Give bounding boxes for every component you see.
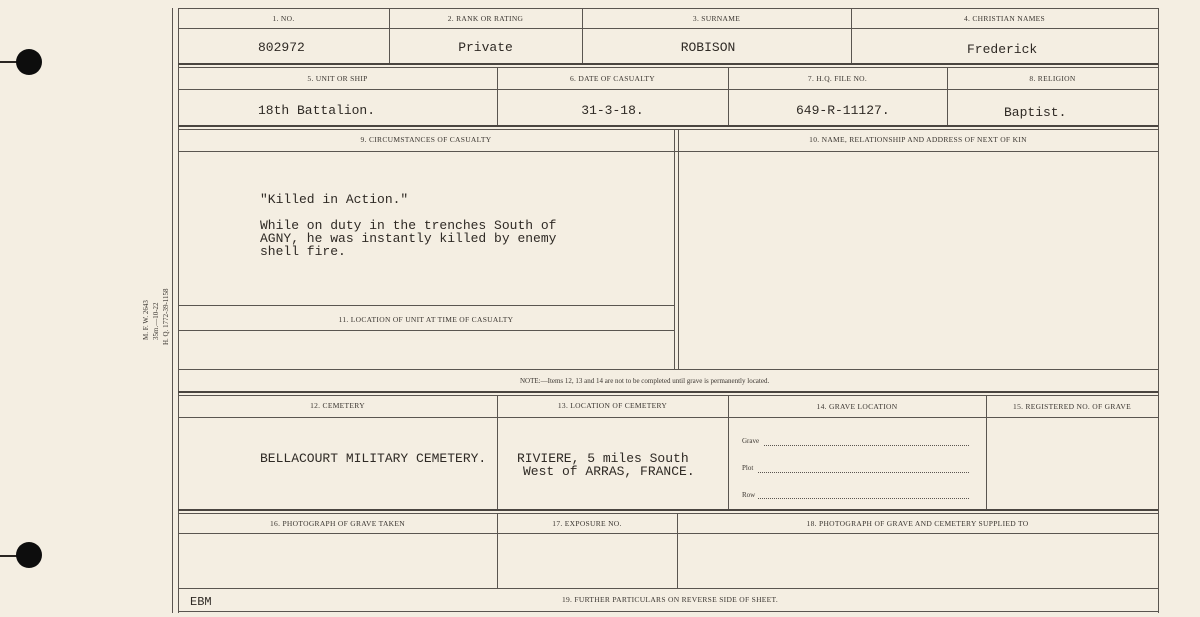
note-top — [178, 369, 1158, 370]
circumstances-line-3: AGNY, he was instantly killed by enemy — [260, 231, 557, 246]
row2-bottom — [178, 125, 1158, 127]
row4-div1 — [497, 395, 498, 509]
row3-top — [178, 129, 1158, 130]
plot-sub-label: Plot — [742, 464, 754, 472]
plot-line — [758, 472, 969, 473]
row1-bottom — [178, 63, 1158, 65]
row4-mid — [178, 417, 1158, 418]
footer-bottom — [178, 611, 1158, 612]
label-circumstances: 9. CIRCUMSTANCES OF CASUALTY — [360, 135, 492, 144]
label-file: 7. H.Q. FILE NO. — [807, 74, 868, 83]
row2-top — [178, 67, 1158, 68]
item11-mid — [178, 330, 674, 331]
binder-hole-top — [16, 49, 42, 75]
label-cemetery: 12. CEMETERY — [310, 401, 365, 410]
row5-bottom — [178, 588, 1158, 589]
row1-top — [178, 8, 1158, 9]
value-location-cemetery-2: West of ARRAS, FRANCE. — [523, 464, 695, 479]
row3-mid — [178, 151, 1158, 152]
row-sub-label: Row — [742, 491, 756, 499]
label-grave-location: 14. GRAVE LOCATION — [816, 402, 898, 411]
value-rank: Private — [458, 40, 513, 55]
circumstances-line-2: While on duty in the trenches South of — [260, 218, 557, 233]
grave-sub-label: Grave — [742, 437, 760, 445]
label-religion: 8. RELIGION — [1029, 74, 1076, 83]
label-location-cemetery: 13. LOCATION OF CEMETERY — [557, 401, 668, 410]
row4-bottom — [178, 509, 1158, 511]
value-date: 31-3-18. — [581, 103, 644, 118]
item11-top — [178, 305, 674, 306]
value-no: 802972 — [258, 40, 305, 55]
row2-mid — [178, 89, 1158, 90]
grave-line — [764, 445, 969, 446]
row1-mid — [178, 28, 1158, 29]
side-code-1: M. F. W. 2643 — [142, 300, 150, 340]
side-code-2: 35m.—10-22 — [152, 302, 160, 340]
row3-div-a — [674, 129, 675, 369]
label-date: 6. DATE OF CASUALTY — [569, 74, 655, 83]
circumstances-line-1: "Killed in Action." — [260, 192, 409, 207]
note-text: NOTE:—Items 12, 13 and 14 are not to be completed until grave is permanently located. — [520, 377, 770, 385]
value-cemetery: BELLACOURT MILITARY CEMETERY. — [260, 451, 487, 466]
label-no: 1. NO. — [272, 14, 295, 23]
label-next-of-kin: 10. NAME, RELATIONSHIP AND ADDRESS OF NEXT OF KIN — [809, 135, 1027, 144]
row5-top — [178, 513, 1158, 514]
circumstances-line-4: shell fire. — [260, 244, 346, 259]
value-location-cemetery-1: RIVIERE, 5 miles South — [517, 451, 689, 466]
label-photo-supplied: 18. PHOTOGRAPH OF GRAVE AND CEMETERY SUPPLIED TO — [806, 519, 1029, 528]
row-line — [758, 498, 969, 499]
note-bottom — [178, 391, 1158, 393]
row4-div2 — [728, 395, 729, 509]
label-photo-taken: 16. PHOTOGRAPH OF GRAVE TAKEN — [270, 519, 405, 528]
label-location-unit: 11. LOCATION OF UNIT AT TIME OF CASUALTY — [338, 315, 514, 324]
label-registered-no: 15. REGISTERED NO. OF GRAVE — [1013, 402, 1131, 411]
label-rank: 2. RANK OR RATING — [447, 14, 524, 23]
value-unit: 18th Battalion. — [258, 103, 376, 118]
label-unit: 5. UNIT OR SHIP — [307, 74, 368, 83]
value-file: 649-R-11127. — [796, 103, 890, 118]
label-further: 19. FURTHER PARTICULARS ON REVERSE SIDE OF SHEET. — [561, 595, 779, 604]
initials: EBM — [190, 595, 212, 609]
row5-mid — [178, 533, 1158, 534]
frame-right — [1158, 8, 1159, 613]
value-christian: Frederick — [967, 42, 1038, 57]
label-surname: 3. SURNAME — [692, 14, 741, 23]
row4-div3 — [986, 395, 987, 509]
row4-top — [178, 395, 1158, 396]
value-surname: ROBISON — [680, 40, 736, 55]
label-christian: 4. CHRISTIAN NAMES — [963, 14, 1046, 23]
row3-div-b — [678, 129, 679, 369]
frame-left-outer — [172, 8, 173, 613]
label-exposure: 17. EXPOSURE NO. — [552, 519, 622, 528]
binder-hole-bottom — [16, 542, 42, 568]
side-code-3: H. Q. 1772-39-1158 — [162, 288, 170, 345]
value-religion: Baptist. — [1004, 105, 1067, 120]
